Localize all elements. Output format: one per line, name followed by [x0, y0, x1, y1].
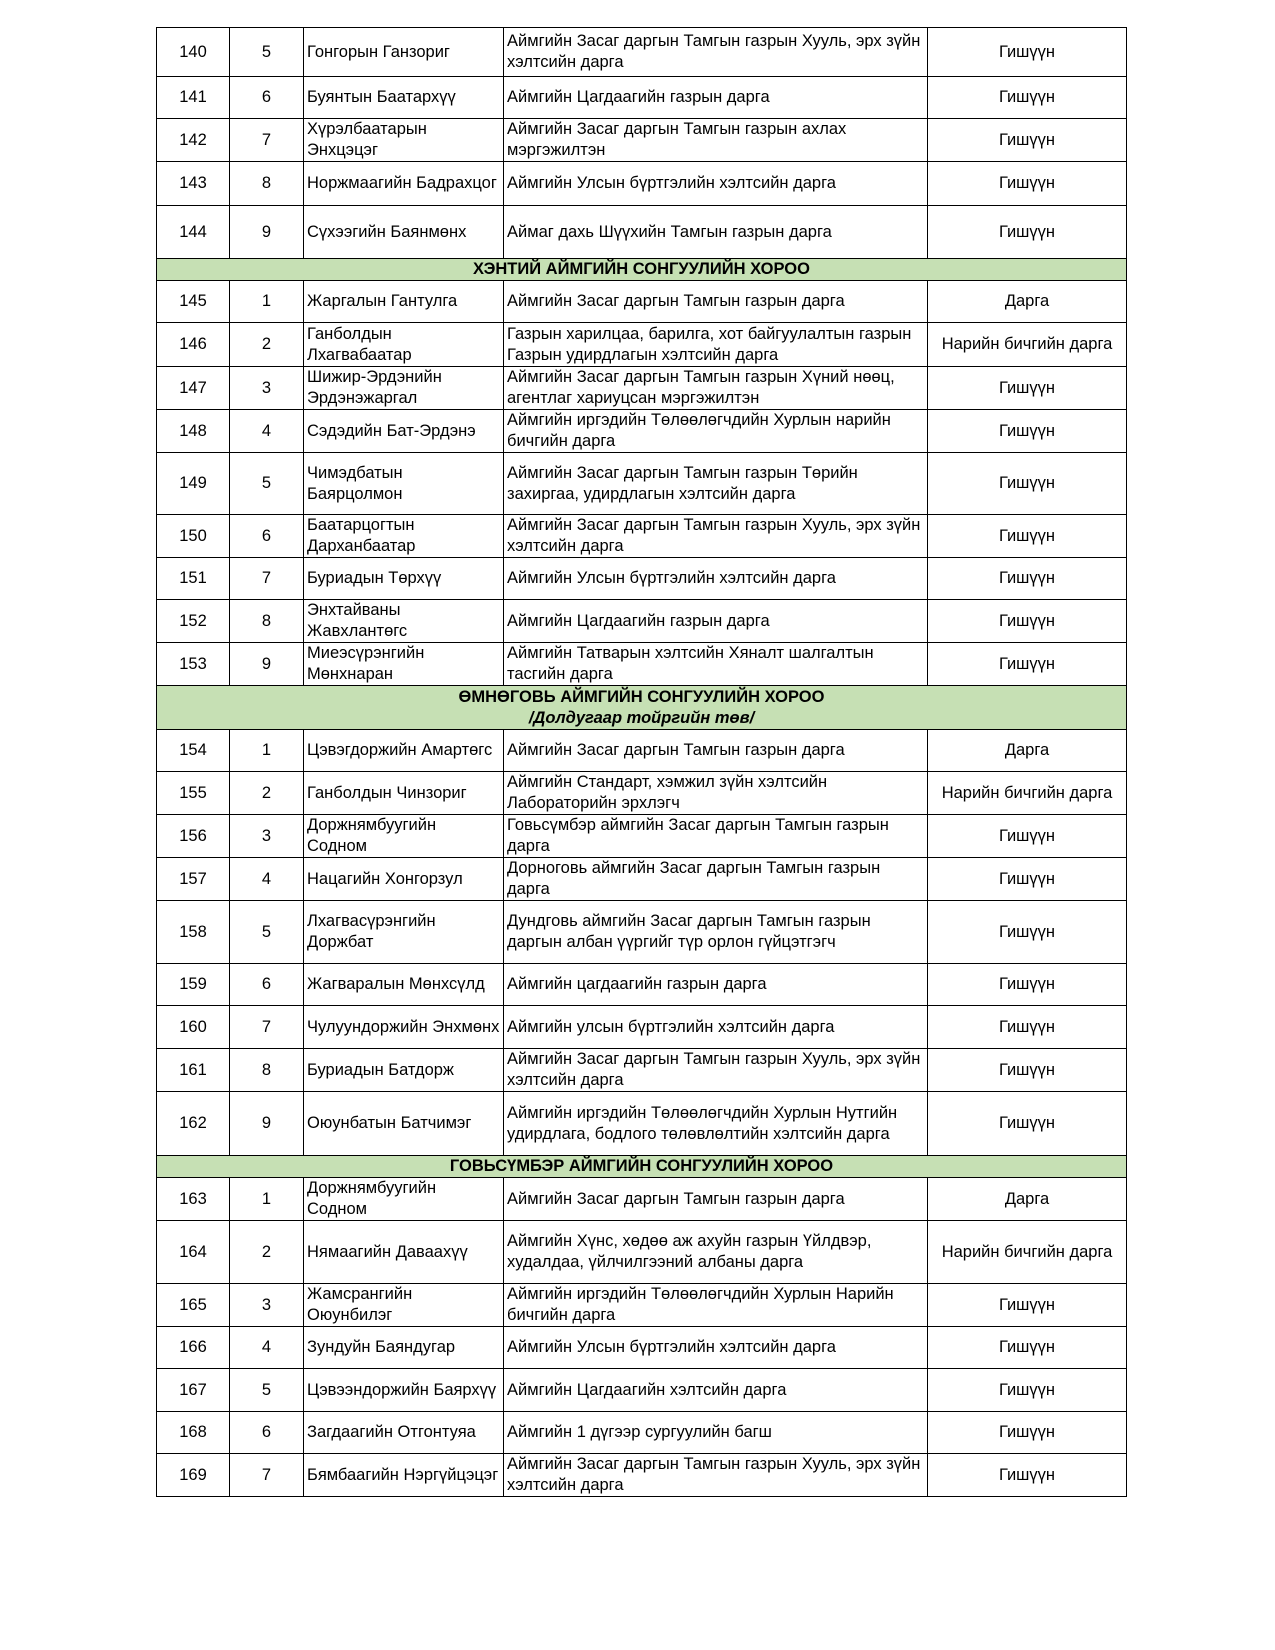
member-position: Аймгийн Улсын бүртгэлийн хэлтсийн дарга: [504, 162, 928, 206]
member-name: Баатарцогтын Дарханбаатар: [304, 515, 504, 558]
sequence-number: 7: [230, 1454, 304, 1497]
sequence-number: 2: [230, 323, 304, 367]
member-role: Гишүүн: [928, 1284, 1127, 1327]
table-row: [157, 558, 1127, 600]
member-role: Дарга: [928, 1178, 1127, 1221]
member-position: Аймгийн Засаг даргын Тамгын газрын Хууль, эрх зүйн хэлтсийн дарга: [504, 28, 928, 77]
row-number: 163: [157, 1178, 230, 1221]
member-position: Дорноговь аймгийн Засаг даргын Тамгын газрын дарга: [504, 858, 928, 901]
sequence-number: 5: [230, 1369, 304, 1412]
table-row: [157, 1221, 1127, 1284]
table-row: [157, 730, 1127, 772]
sequence-number: 1: [230, 730, 304, 772]
section-title: ГОВЬСҮМБЭР АЙМГИЙН СОНГУУЛИЙН ХОРОО: [449, 1157, 834, 1175]
section-header-cell: [157, 686, 1127, 730]
member-role: Гишүүн: [928, 77, 1127, 119]
table-row: [157, 206, 1127, 259]
member-name: Загдаагийн Отгонтуяа: [304, 1412, 504, 1454]
member-position: Аймгийн Татварын хэлтсийн Хяналт шалгалтын тасгийн дарга: [504, 643, 928, 686]
member-position: Аймгийн Стандарт, хэмжил зүйн хэлтсийн Лабораторийн эрхлэгч: [504, 772, 928, 815]
member-role: Нарийн бичгийн дарга: [928, 1221, 1127, 1284]
section-header-row: [157, 259, 1127, 281]
row-number: 166: [157, 1327, 230, 1369]
sequence-number: 8: [230, 1049, 304, 1092]
row-number: 148: [157, 410, 230, 453]
member-position: Аймаг дахь Шүүхийн Тамгын газрын дарга: [504, 206, 928, 259]
row-number: 152: [157, 600, 230, 643]
member-role: Гишүүн: [928, 558, 1127, 600]
row-number: 153: [157, 643, 230, 686]
member-name: Жагваралын Мөнхсүлд: [304, 964, 504, 1006]
sequence-number: 2: [230, 1221, 304, 1284]
member-role: Гишүүн: [928, 367, 1127, 410]
member-role: Гишүүн: [928, 206, 1127, 259]
row-number: 145: [157, 281, 230, 323]
row-number: 150: [157, 515, 230, 558]
row-number: 167: [157, 1369, 230, 1412]
table-row: [157, 600, 1127, 643]
member-name: Нацагийн Хонгорзул: [304, 858, 504, 901]
member-position: Аймгийн Засаг даргын Тамгын газрын дарга: [504, 1178, 928, 1221]
member-role: Гишүүн: [928, 1412, 1127, 1454]
member-position: Аймгийн улсын бүртгэлийн хэлтсийн дарга: [504, 1006, 928, 1049]
sequence-number: 9: [230, 206, 304, 259]
member-position: Аймгийн иргэдийн Төлөөлөгчдийн Хурлын Нутгийн удирдлага, бодлого төлөвлөлтийн хэлтсийн дарга: [504, 1092, 928, 1156]
row-number: 164: [157, 1221, 230, 1284]
table-row: [157, 77, 1127, 119]
row-number: 141: [157, 77, 230, 119]
sequence-number: 1: [230, 281, 304, 323]
sequence-number: 5: [230, 901, 304, 964]
member-position: Аймгийн цагдаагийн газрын дарга: [504, 964, 928, 1006]
member-position: Аймгийн Хүнс, хөдөө аж ахуйн газрын Үйлдвэр, худалдаа, үйлчилгээний албаны дарга: [504, 1221, 928, 1284]
row-number: 147: [157, 367, 230, 410]
member-name: Сэдэдийн Бат-Эрдэнэ: [304, 410, 504, 453]
row-number: 162: [157, 1092, 230, 1156]
member-name: Шижир-Эрдэнийн Эрдэнэжаргал: [304, 367, 504, 410]
row-number: 161: [157, 1049, 230, 1092]
sequence-number: 3: [230, 1284, 304, 1327]
member-role: Гишүүн: [928, 901, 1127, 964]
member-name: Сүхээгийн Баянмөнх: [304, 206, 504, 259]
row-number: 146: [157, 323, 230, 367]
table-row: [157, 1006, 1127, 1049]
member-position: Аймгийн Цагдаагийн хэлтсийн дарга: [504, 1369, 928, 1412]
member-name: Буриадын Батдорж: [304, 1049, 504, 1092]
table-row: [157, 1178, 1127, 1221]
member-role: Нарийн бичгийн дарга: [928, 323, 1127, 367]
member-name: Цэвэгдоржийн Амартөгс: [304, 730, 504, 772]
table-row: [157, 964, 1127, 1006]
member-position: Говьсүмбэр аймгийн Засаг даргын Тамгын газрын дарга: [504, 815, 928, 858]
section-title: ӨМНӨГОВЬ АЙМГИЙН СОНГУУЛИЙН ХОРОО: [458, 687, 825, 706]
section-subtitle: /Долдугаар тойргийн төв/: [528, 708, 755, 727]
table-row: [157, 281, 1127, 323]
member-name: Гонгорын Ганзориг: [304, 28, 504, 77]
member-name: Бямбаагийн Нэргүйцэцэг: [304, 1454, 504, 1497]
committee-members-table: [156, 27, 1127, 1497]
member-name: Ганболдын Лхагвабаатар: [304, 323, 504, 367]
member-name: Цэвээндоржийн Баярхүү: [304, 1369, 504, 1412]
member-role: Гишүүн: [928, 28, 1127, 77]
member-position: Аймгийн Цагдаагийн газрын дарга: [504, 77, 928, 119]
row-number: 149: [157, 453, 230, 515]
member-name: Доржнямбуугийн Содном: [304, 815, 504, 858]
member-position: Аймгийн Улсын бүртгэлийн хэлтсийн дарга: [504, 558, 928, 600]
member-name: Зундуйн Баяндугар: [304, 1327, 504, 1369]
table-row: [157, 643, 1127, 686]
table-row: [157, 323, 1127, 367]
member-position: Аймгийн Засаг даргын Тамгын газрын Хууль, эрх зүйн хэлтсийн дарга: [504, 1454, 928, 1497]
sequence-number: 6: [230, 964, 304, 1006]
member-role: Гишүүн: [928, 600, 1127, 643]
member-name: Ганболдын Чинзориг: [304, 772, 504, 815]
table-row: [157, 1092, 1127, 1156]
sequence-number: 9: [230, 1092, 304, 1156]
section-header-row: [157, 686, 1127, 730]
table-row: [157, 410, 1127, 453]
section-header-cell: [157, 1156, 1127, 1178]
sequence-number: 5: [230, 28, 304, 77]
sequence-number: 3: [230, 367, 304, 410]
member-position: Аймгийн иргэдийн Төлөөлөгчдийн Хурлын Нарийн бичгийн дарга: [504, 1284, 928, 1327]
member-position: Дундговь аймгийн Засаг даргын Тамгын газрын даргын албан үүргийг түр орлон гүйцэтгэгч: [504, 901, 928, 964]
row-number: 142: [157, 119, 230, 162]
sequence-number: 8: [230, 600, 304, 643]
sequence-number: 7: [230, 119, 304, 162]
member-name: Жаргалын Гантулга: [304, 281, 504, 323]
sequence-number: 7: [230, 558, 304, 600]
table-row: [157, 815, 1127, 858]
row-number: 155: [157, 772, 230, 815]
table-row: [157, 901, 1127, 964]
row-number: 156: [157, 815, 230, 858]
member-role: Гишүүн: [928, 858, 1127, 901]
table-row: [157, 515, 1127, 558]
member-role: Гишүүн: [928, 964, 1127, 1006]
member-name: Чулуундоржийн Энхмөнх: [304, 1006, 504, 1049]
member-role: Гишүүн: [928, 515, 1127, 558]
member-position: Аймгийн Засаг даргын Тамгын газрын Төрийн захиргаа, удирдлагын хэлтсийн дарга: [504, 453, 928, 515]
member-name: Норжмаагийн Бадрахцог: [304, 162, 504, 206]
member-role: Гишүүн: [928, 1369, 1127, 1412]
section-title: ХЭНТИЙ АЙМГИЙН СОНГУУЛИЙН ХОРОО: [473, 260, 810, 278]
member-name: Лхагвасүрэнгийн Доржбат: [304, 901, 504, 964]
member-role: Гишүүн: [928, 453, 1127, 515]
section-header-cell: [157, 259, 1127, 281]
row-number: 169: [157, 1454, 230, 1497]
member-position: Аймгийн Засаг даргын Тамгын газрын Хүний нөөц, агентлаг хариуцсан мэргэжилтэн: [504, 367, 928, 410]
member-position: Аймгийн Улсын бүртгэлийн хэлтсийн дарга: [504, 1327, 928, 1369]
member-name: Буянтын Баатархүү: [304, 77, 504, 119]
member-name: Энхтайваны Жавхлантөгс: [304, 600, 504, 643]
member-position: Газрын харилцаа, барилга, хот байгуулалтын газрын Газрын удирдлагын хэлтсийн дарга: [504, 323, 928, 367]
row-number: 151: [157, 558, 230, 600]
member-name: Чимэдбатын Баярцолмон: [304, 453, 504, 515]
sequence-number: 6: [230, 77, 304, 119]
sequence-number: 8: [230, 162, 304, 206]
member-role: Гишүүн: [928, 1006, 1127, 1049]
section-header-row: [157, 1156, 1127, 1178]
sequence-number: 2: [230, 772, 304, 815]
member-role: Гишүүн: [928, 1049, 1127, 1092]
sequence-number: 1: [230, 1178, 304, 1221]
table-row: [157, 858, 1127, 901]
member-role: Дарга: [928, 281, 1127, 323]
member-position: Аймгийн 1 дүгээр сургуулийн багш: [504, 1412, 928, 1454]
table-row: [157, 28, 1127, 77]
row-number: 158: [157, 901, 230, 964]
table-row: [157, 1412, 1127, 1454]
member-role: Гишүүн: [928, 1454, 1127, 1497]
table-body: [157, 28, 1127, 1497]
row-number: 165: [157, 1284, 230, 1327]
table-row: [157, 1049, 1127, 1092]
member-role: Гишүүн: [928, 643, 1127, 686]
table-row: [157, 367, 1127, 410]
member-position: Аймгийн Засаг даргын Тамгын газрын дарга: [504, 281, 928, 323]
sequence-number: 3: [230, 815, 304, 858]
member-name: Нямаагийн Даваахүү: [304, 1221, 504, 1284]
row-number: 159: [157, 964, 230, 1006]
member-position: Аймгийн Засаг даргын Тамгын газрын дарга: [504, 730, 928, 772]
sequence-number: 6: [230, 515, 304, 558]
sequence-number: 4: [230, 858, 304, 901]
member-position: Аймгийн иргэдийн Төлөөлөгчдийн Хурлын нарийн бичгийн дарга: [504, 410, 928, 453]
member-name: Оюунбатын Батчимэг: [304, 1092, 504, 1156]
sequence-number: 7: [230, 1006, 304, 1049]
sequence-number: 6: [230, 1412, 304, 1454]
row-number: 157: [157, 858, 230, 901]
member-role: Гишүүн: [928, 1092, 1127, 1156]
table-row: [157, 162, 1127, 206]
table-row: [157, 1369, 1127, 1412]
member-position: Аймгийн Цагдаагийн газрын дарга: [504, 600, 928, 643]
member-role: Гишүүн: [928, 162, 1127, 206]
member-role: Гишүүн: [928, 410, 1127, 453]
table-row: [157, 119, 1127, 162]
member-name: Жамсрангийн Оюунбилэг: [304, 1284, 504, 1327]
member-name: Доржнямбуугийн Содном: [304, 1178, 504, 1221]
table-row: [157, 453, 1127, 515]
member-role: Гишүүн: [928, 1327, 1127, 1369]
table-row: [157, 1454, 1127, 1497]
member-name: Миеэсүрэнгийн Мөнхнаран: [304, 643, 504, 686]
member-position: Аймгийн Засаг даргын Тамгын газрын ахлах мэргэжилтэн: [504, 119, 928, 162]
member-name: Буриадын Төрхүү: [304, 558, 504, 600]
table-row: [157, 772, 1127, 815]
member-role: Дарга: [928, 730, 1127, 772]
sequence-number: 9: [230, 643, 304, 686]
table-row: [157, 1327, 1127, 1369]
row-number: 140: [157, 28, 230, 77]
table-row: [157, 1284, 1127, 1327]
member-position: Аймгийн Засаг даргын Тамгын газрын Хууль, эрх зүйн хэлтсийн дарга: [504, 1049, 928, 1092]
row-number: 144: [157, 206, 230, 259]
member-role: Гишүүн: [928, 119, 1127, 162]
member-name: Хүрэлбаатарын Энхцэцэг: [304, 119, 504, 162]
row-number: 154: [157, 730, 230, 772]
member-role: Гишүүн: [928, 815, 1127, 858]
member-position: Аймгийн Засаг даргын Тамгын газрын Хууль, эрх зүйн хэлтсийн дарга: [504, 515, 928, 558]
member-role: Нарийн бичгийн дарга: [928, 772, 1127, 815]
sequence-number: 5: [230, 453, 304, 515]
row-number: 168: [157, 1412, 230, 1454]
row-number: 143: [157, 162, 230, 206]
row-number: 160: [157, 1006, 230, 1049]
sequence-number: 4: [230, 410, 304, 453]
sequence-number: 4: [230, 1327, 304, 1369]
